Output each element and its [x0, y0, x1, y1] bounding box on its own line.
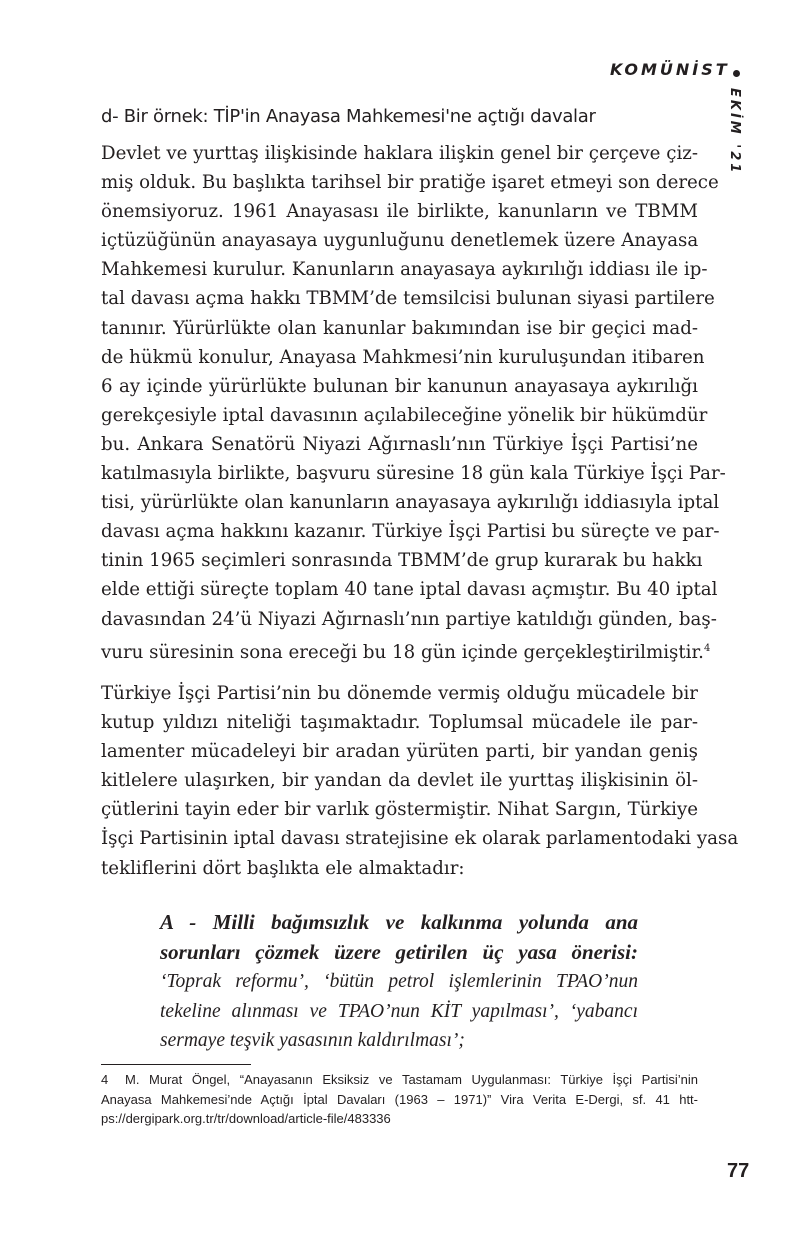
quote-heading-line: A - Milli bağımsızlık ve kalkınma yolunda ana [160, 910, 638, 934]
text-line: tekliflerini dört başlıkta ele almaktadır: [101, 857, 465, 879]
text-line: kitlelere ulaşırken, bir yandan da devlet ile yurttaş ilişkisinin öl- [101, 770, 698, 792]
footnote-divider [101, 1064, 251, 1065]
footnote-line: Anayasa Mahkemesi’nde Açtığı İptal Davaları (1963 – 1971)” Vira Verita E-Dergi, sf. 41 htt- [101, 1091, 698, 1107]
text-line: tinin 1965 seçimleri sonrasında TBMM’de grup kurarak bu hakkı [101, 550, 703, 572]
footnote-ref[interactable]: 4 [703, 642, 711, 654]
text-line: miş olduk. Bu başlıkta tarihsel bir pratiğe işaret etmeyi son derece [101, 172, 719, 194]
footnote [101, 1070, 698, 1129]
text-line: elde ettiği süreçte toplam 40 tane iptal davası açmıştır. Bu 40 iptal [101, 579, 718, 601]
text-line: Türkiye İşçi Partisi’nin bu dönemde vermiş olduğu mücadele bir [101, 683, 698, 704]
footnote-line [101, 1070, 698, 1090]
text-line: İşçi Partisinin iptal davası stratejisine ek olarak parlamentodaki yasa [101, 828, 739, 850]
footnote-text: M. Murat Öngel, “Anayasanın Eksiksiz ve Tastamam Uygulanması: Türkiye İşçi Partisi’nin [125, 1072, 698, 1087]
footnote-number: 4 [101, 1072, 109, 1087]
text-line: tisi, yürürlükte olan kanunların anayasaya aykırılığı iddiasıyla iptal [101, 492, 720, 514]
text-line: önemsiyoruz. 1961 Anayasası ile birlikte, kanunların ve TBMM [101, 201, 698, 223]
text-line: tanınır. Yürürlükte olan kanunlar bakımından ise bir geçici mad- [101, 317, 698, 339]
text-line: içtüzüğünün anayasaya uygunluğunu denetlemek üzere Anayasa [101, 230, 699, 252]
text-line: davasından 24’ü Niyazi Ağırnaslı’nın partiye katıldığı günden, baş- [101, 608, 717, 630]
text-line: Devlet ve yurttaş ilişkisinde haklara ilişkin genel bir çerçeve çiz- [101, 143, 698, 164]
text-line [101, 634, 711, 663]
text-line: kutup yıldızı niteliği taşımaktadır. Toplumsal mücadele ile par- [101, 712, 698, 734]
text-line: 6 ay içinde yürürlükte bulunan bir kanunun anayasaya aykırılığı [101, 375, 698, 397]
text-line: çütlerini tayin eder bir varlık göstermiştir. Nihat Sargın, Türkiye [101, 799, 698, 821]
quote-body-line: ‘Toprak reformu’, ‘bütün petrol işlemlerinin TPAO’nun [160, 971, 638, 992]
text-line: lamenter mücadeleyi bir aradan yürüten parti, bir yandan geniş [101, 741, 698, 763]
text-line: katılmasıyla birlikte, başvuru süresine 18 gün kala Türkiye İşçi Par- [101, 463, 726, 485]
text-line: Mahkemesi kurulur. Kanunların anayasaya aykırılığı iddiası ile ip- [101, 259, 708, 281]
section-heading: d- Bir örnek: TİP'in Anayasa Mahkemesi'ne açtığı davalar [101, 106, 596, 127]
page-number: 77 [727, 1160, 750, 1182]
running-head-issue: EKİM '21 [727, 88, 742, 176]
bullet-dot-icon [733, 70, 740, 77]
body-paragraph-2 [101, 679, 739, 883]
quote-body-line: sermaye teşvik yasasının kaldırılması’; [160, 1030, 465, 1051]
text-line-content: vuru süresinin sona ereceği bu 18 gün içinde gerçekleştirilmiştir. [101, 641, 704, 663]
body-paragraph-1 [101, 139, 726, 663]
footnote-line: ps://dergipark.org.tr/tr/download/article-file/483336 [101, 1111, 391, 1126]
text-line: bu. Ankara Senatörü Niyazi Ağırnaslı’nın Türkiye İşçi Partisi’ne [101, 433, 698, 455]
quote-heading-line: sorunları çözmek üzere getirilen üç yasa önerisi: [160, 940, 638, 964]
block-quote [160, 907, 638, 1056]
quote-body-line: tekeline alınması ve TPAO’nun KİT yapılması’, ‘yabancı [160, 1000, 638, 1022]
text-line: tal davası açma hakkı TBMM’de temsilcisi bulunan siyasi partilere [101, 288, 715, 310]
running-head-title: KOMÜNİST [610, 60, 730, 79]
text-line: davası açma hakkını kazanır. Türkiye İşçi Partisi bu süreçte ve par- [101, 521, 720, 543]
text-line: de hükmü konulur, Anayasa Mahkmesi’nin kuruluşundan itibaren [101, 346, 705, 368]
text-line: gerekçesiyle iptal davasının açılabileceğine yönelik bir hükümdür [101, 404, 708, 426]
